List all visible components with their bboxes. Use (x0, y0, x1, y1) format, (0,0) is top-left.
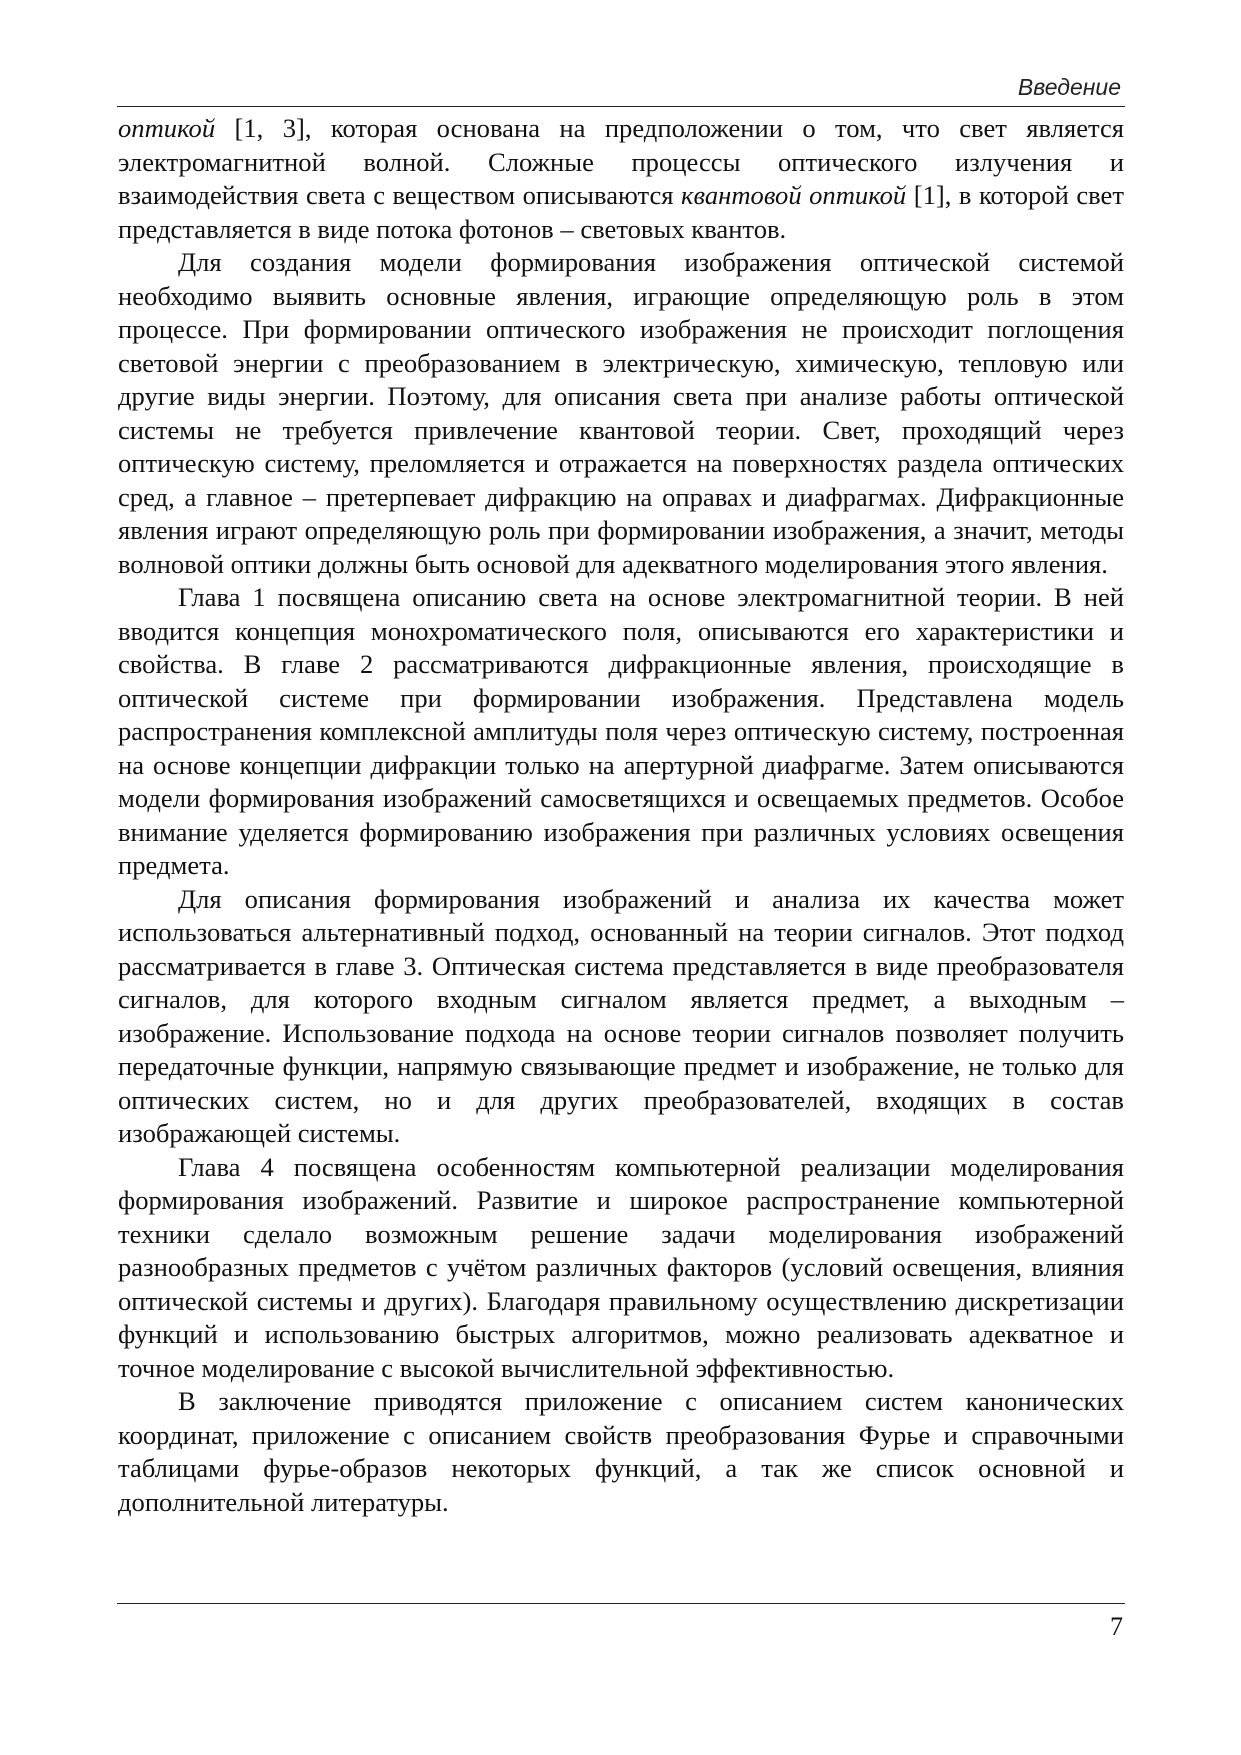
paragraph: Для описания формирования изображений и анализа их качества может использоваться альтернативный подход, основанный на теории сигналов. Этот подход рассматривается в главе 3. Оптическая система представляется в виде преобразователя сигналов, для которого входным сигналом является предмет, а выходным – изображение. Использование подхода на основе теории сигналов позволяет получить передаточные функции, напрямую связывающие предмет и изображение, не только для оптических систем, но и для других преобразователей, входящих в состав изображающей системы. (118, 883, 1124, 1148)
paragraph: В заключение приводятся приложение с описанием систем канонических координат, приложение с описанием свойств преобразования Фурье и справочными таблицами фурье-образов некоторых функций, а так же список основной и дополнительной литературы. (118, 1386, 1124, 1517)
page-number: 7 (1110, 1612, 1123, 1641)
paragraph: Глава 4 посвящена особенностям компьютерной реализации моделирования формирования изображений. Развитие и широкое распространение компьютерной техники сделало возможным решение задачи моделирования изображений разнообразных предметов с учётом различных факторов (условий освещения, влияния оптической системы и других). Благодаря правильному осуществлению дискретизации функций и использованию быстрых алгоритмов, можно реализовать адекватное и точное моделирование с высокой вычислительной эффективностью. (118, 1151, 1124, 1383)
paragraph: Для создания модели формирования изображения оптической системой необходимо выявить основные явления, играющие определяющую роль в этом процессе. При формировании оптического изображения не происходит поглощения световой энергии с преобразованием в электрическую, химическую, тепловую или другие виды энергии. Поэтому, для описания света при анализе работы оптической системы не требуется привлечение квантовой теории. Свет, проходящий через оптическую систему, преломляется и отражается на поверхностях раздела оптических сред, а главное – претерпевает дифракцию на оправах и диафрагмах. Дифракционные явления играют определяющую роль при формировании изображения, а значит, методы волновой оптики должны быть основой для адекватного моделирования этого явления. (118, 247, 1124, 579)
paragraph-text: [1, 3], которая основана на предположении о том, что свет является электромагнитной волной. Сложные процессы оптического излучения и взаимодействия света с веществом описываются (118, 113, 1124, 210)
body-text (118, 112, 1124, 1519)
paragraph-text: [1], в которой свет представляется в виде потока фотонов – световых квантов. (118, 180, 1124, 244)
running-header-title: Введение (1017, 74, 1121, 100)
italic-term: квантовой оптикой (681, 180, 907, 210)
header-rule (117, 106, 1125, 107)
paragraph-continuation (118, 112, 1124, 246)
italic-term: оптикой (118, 113, 216, 143)
footer-rule (117, 1603, 1125, 1604)
paragraph: Глава 1 посвящена описанию света на основе электромагнитной теории. В ней вводится концепция монохроматического поля, описываются его характеристики и свойства. В главе 2 рассматриваются дифракционные явления, происходящие в оптической системе при формировании изображения. Представлена модель распространения комплексной амплитуды поля через оптическую систему, построенная на основе концепции дифракции только на апертурной диафрагме. Затем описываются модели формирования изображений самосветящихся и освещаемых предметов. Особое внимание уделяется формированию изображения при различных условиях освещения предмета. (118, 582, 1124, 880)
